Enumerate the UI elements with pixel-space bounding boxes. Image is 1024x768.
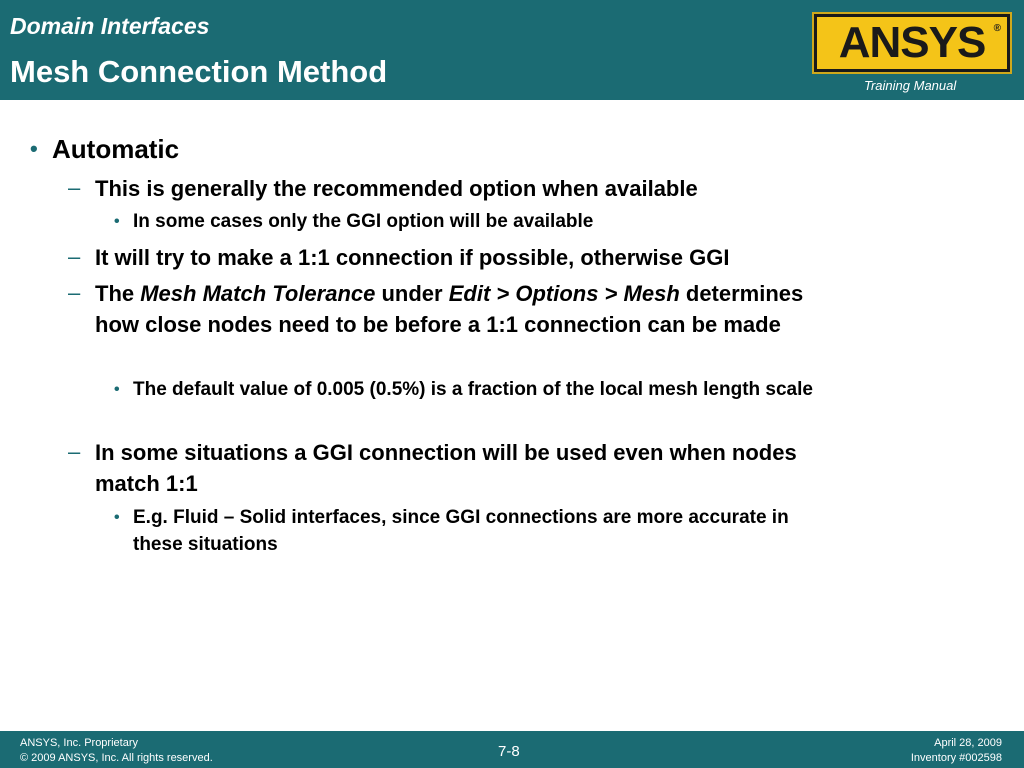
tolerance-text-part2: under (375, 281, 449, 306)
training-manual-label: Training Manual (864, 78, 957, 93)
sub-bullet-text (95, 278, 808, 340)
note-text: The default value of 0.005 (0.5%) is a fraction of the local mesh length scale (133, 379, 813, 400)
bullet-dot-icon: • (114, 213, 120, 230)
note-ggi-only (114, 208, 834, 235)
sub-bullet-text: It will try to make a 1:1 connection if possible, otherwise GGI (95, 245, 730, 270)
note-text: In some cases only the GGI option will be available (133, 211, 594, 232)
inventory-label: Inventory #002598 (910, 752, 1002, 764)
dash-icon: – (68, 280, 81, 305)
sub-bullet-tolerance (68, 278, 808, 340)
tolerance-text-part3: determines how close nodes need to be before a 1:1 connection can be made (95, 281, 804, 337)
bullet-dot-icon: • (114, 381, 120, 398)
dash-icon: – (68, 244, 81, 269)
bullet-text: Automatic (52, 134, 180, 164)
slide-footer (0, 731, 1024, 768)
tolerance-text-part1: The (95, 281, 141, 306)
copyright-label: © 2009 ANSYS, Inc. All rights reserved. (20, 752, 213, 764)
note-fluid-solid (114, 504, 814, 558)
slide-title: Mesh Connection Method (10, 54, 388, 89)
note-text: E.g. Fluid – Solid interfaces, since GGI connections are more accurate in these situations (133, 507, 789, 555)
sub-bullet-ggi-used (68, 437, 848, 499)
registered-mark: ® (993, 23, 1001, 34)
ansys-logo-text: ANSYS (838, 18, 986, 67)
date-label: April 28, 2009 (934, 737, 1002, 749)
sub-bullet-recommended (68, 173, 848, 204)
bullet-dot-icon: • (30, 136, 38, 161)
sub-bullet-text: In some situations a GGI connection will be used even when nodes match 1:1 (95, 440, 797, 496)
note-default-value (114, 376, 834, 403)
ansys-logo-plate (817, 17, 1007, 69)
sub-bullet-text: This is generally the recommended option when available (95, 176, 698, 201)
section-subtitle: Domain Interfaces (10, 13, 210, 39)
sub-bullet-one-to-one (68, 242, 848, 273)
mesh-match-tolerance-term: Mesh Match Tolerance (140, 281, 376, 306)
proprietary-label: ANSYS, Inc. Proprietary (20, 737, 138, 749)
menu-path-term: Edit > Options > Mesh (448, 281, 680, 306)
page-number: 7-8 (498, 743, 520, 760)
dash-icon: – (68, 439, 81, 464)
ansys-logo (812, 12, 1012, 74)
slide-header (0, 0, 1024, 100)
dash-icon: – (68, 175, 81, 200)
bullet-dot-icon: • (114, 509, 120, 526)
